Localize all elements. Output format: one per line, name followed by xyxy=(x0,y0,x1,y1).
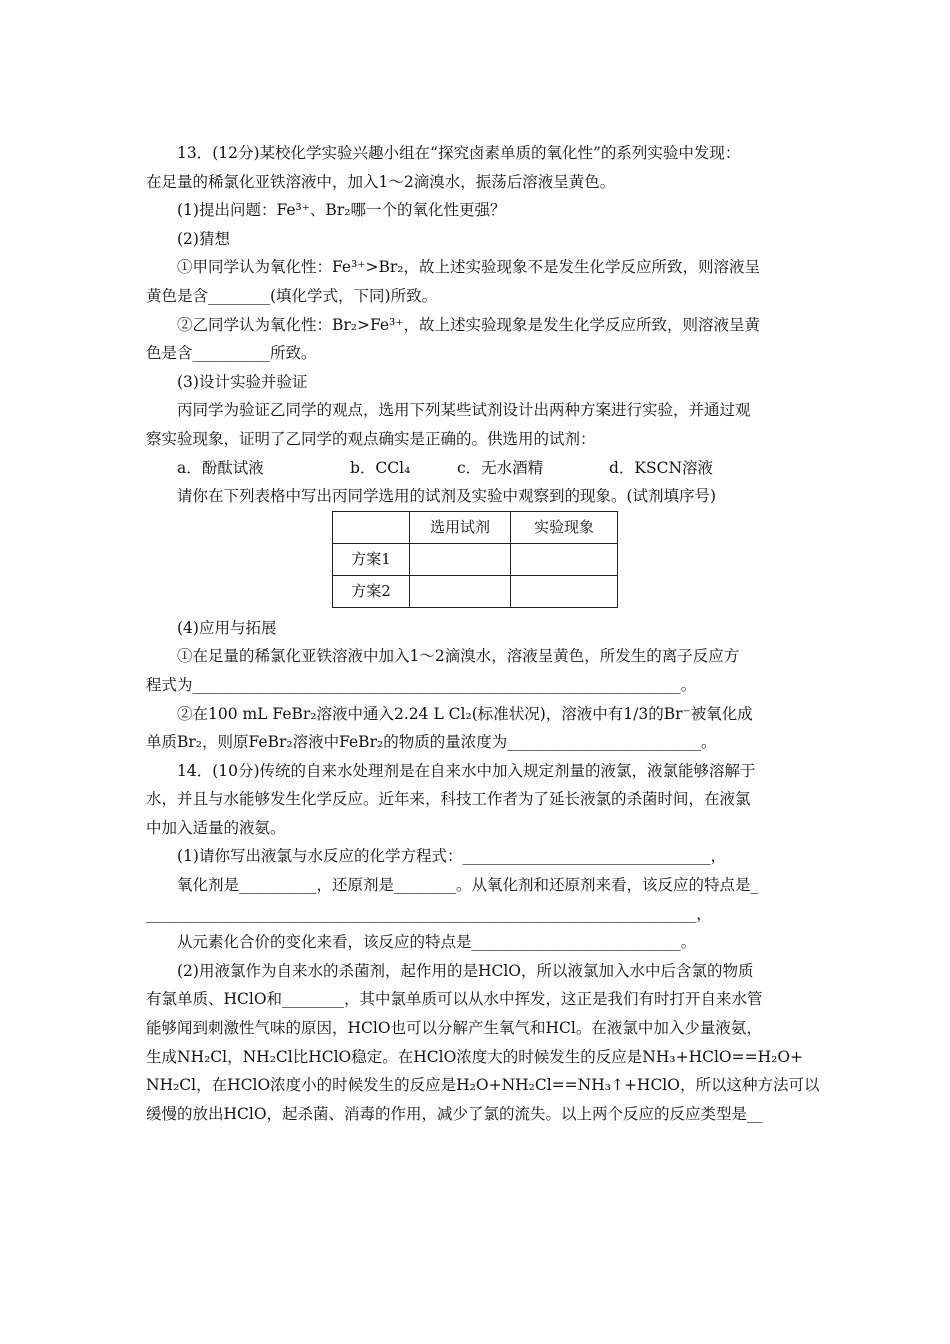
table-intro: 请你在下列表格中写出丙同学选用的试剂及实验中观察到的现象。(试剂填序号) xyxy=(177,487,717,506)
option-b: b．CCl₄ xyxy=(350,458,411,477)
document-body xyxy=(146,139,820,1128)
q13-part4b-line2: 单质Br₂，则原FeBr₂溶液中FeBr₂的物质的量浓度为_________________________。 xyxy=(146,733,717,752)
q14-part2-line6: 缓慢的放出HClO，起杀菌、消毒的作用，减少了氯的流失。以上两个反应的反应类型是__ xyxy=(146,1104,763,1123)
q13-part2a-line1: ①甲同学认为氧化性：Fe³⁺>Br₂，故上述实验现象不是发生化学反应所致，则溶液呈 xyxy=(177,258,760,277)
answer-table xyxy=(332,511,618,608)
table-header-cell: 选用试剂 xyxy=(410,511,511,543)
q14-intro-line1: 14．(10分)传统的自来水处理剂是在自来水中加入规定剂量的液氯，液氯能够溶解于 xyxy=(177,761,756,780)
table-header-cell xyxy=(333,511,410,543)
table-answer-cell[interactable] xyxy=(410,575,511,607)
option-a: a．酚酞试液 xyxy=(177,458,264,477)
q13-intro-line1: 13．(12分)某校化学实验兴趣小组在“探究卤素单质的氧化性”的系列实验中发现： xyxy=(177,144,741,162)
q13-part1: (1)提出问题：Fe³⁺、Br₂哪一个的氧化性更强？ xyxy=(177,201,506,220)
table-row xyxy=(333,575,618,607)
table-answer-cell[interactable] xyxy=(410,543,511,575)
q13-part2b-line1: ②乙同学认为氧化性：Br₂>Fe³⁺，故上述实验现象是发生化学反应所致，则溶液呈黄 xyxy=(177,315,760,334)
q14-part1-line1: (1)请你写出液氯与水反应的化学方程式：________________________________， xyxy=(177,847,726,866)
q13-part3-line2: 察实验现象，证明了乙同学的观点确实是正确的。供选用的试剂： xyxy=(146,429,596,448)
q14-part2-line4: 生成NH₂Cl，NH₂Cl比HClO稳定。在HClO浓度大的时候发生的反应是NH₃+HClO==H₂O+ xyxy=(146,1047,804,1066)
option-c: c．无水酒精 xyxy=(457,458,544,477)
q14-part2-line1: (2)用液氯作为自来水的杀菌剂，起作用的是HClO，所以液氯加入水中后含氯的物质 xyxy=(177,961,754,980)
table-row-label: 方案2 xyxy=(333,575,410,607)
q13-part2a-line2: 黄色是含________(填化学式，下同)所致。 xyxy=(146,286,438,305)
q13-part3-heading: (3)设计实验并验证 xyxy=(177,372,308,391)
table-header-cell: 实验现象 xyxy=(511,511,618,543)
q14-part2-line5: NH₂Cl，在HClO浓度小的时候发生的反应是H₂O+NH₂Cl==NH₃↑+HClO，所以这种方法可以 xyxy=(146,1076,820,1095)
q13-part4-heading: (4)应用与拓展 xyxy=(177,618,277,637)
table-answer-cell[interactable] xyxy=(511,543,618,575)
q13-part4b-line1: ②在100 mL FeBr₂溶液中通入2.24 L Cl₂(标准状况)，溶液中有1/3的Br⁻被氧化成 xyxy=(177,704,753,723)
reagent-options xyxy=(146,454,808,483)
table-row xyxy=(333,543,618,575)
table-header-row xyxy=(333,511,618,543)
option-d: d．KSCN溶液 xyxy=(609,458,714,477)
q13-part2-heading: (2)猜想 xyxy=(177,229,230,248)
q13-intro-line2: 在足量的稀氯化亚铁溶液中，加入1～2滴溴水，振荡后溶液呈黄色。 xyxy=(146,172,616,191)
q14-part1-line4: 从元素化合价的变化来看，该反应的特点是___________________________。 xyxy=(177,933,697,952)
q14-part1-line3: _______________________________________________________________________， xyxy=(146,904,712,923)
q13-part2b-line2: 色是含__________所致。 xyxy=(146,344,317,363)
q13-part4a-line1: ①在足量的稀氯化亚铁溶液中加入1～2滴溴水，溶液呈黄色，所发生的离子反应方 xyxy=(177,647,740,666)
q13-part4a-line2: 程式为_______________________________________________________________。 xyxy=(146,675,697,694)
table-answer-cell[interactable] xyxy=(511,575,618,607)
table-row-label: 方案1 xyxy=(333,543,410,575)
q14-intro-line2: 水，并且与水能够发生化学反应。近年来，科技工作者为了延长液氯的杀菌时间，在液氯 xyxy=(146,790,751,809)
q14-part2-line3: 能够闻到刺激性气味的原因，HClO也可以分解产生氧气和HCl。在液氯中加入少量液氨， xyxy=(146,1019,762,1038)
q14-part1-line2: 氧化剂是__________，还原剂是________。从氧化剂和还原剂来看，该反应的特点是_ xyxy=(177,876,759,895)
q14-part2-line2: 有氯单质、HClO和________，其中氯单质可以从水中挥发，这正是我们有时打开自来水管 xyxy=(146,990,763,1009)
q14-intro-line3: 中加入适量的液氨。 xyxy=(146,818,286,837)
q13-part3-line1: 丙同学为验证乙同学的观点，选用下列某些试剂设计出两种方案进行实验，并通过观 xyxy=(177,401,751,420)
